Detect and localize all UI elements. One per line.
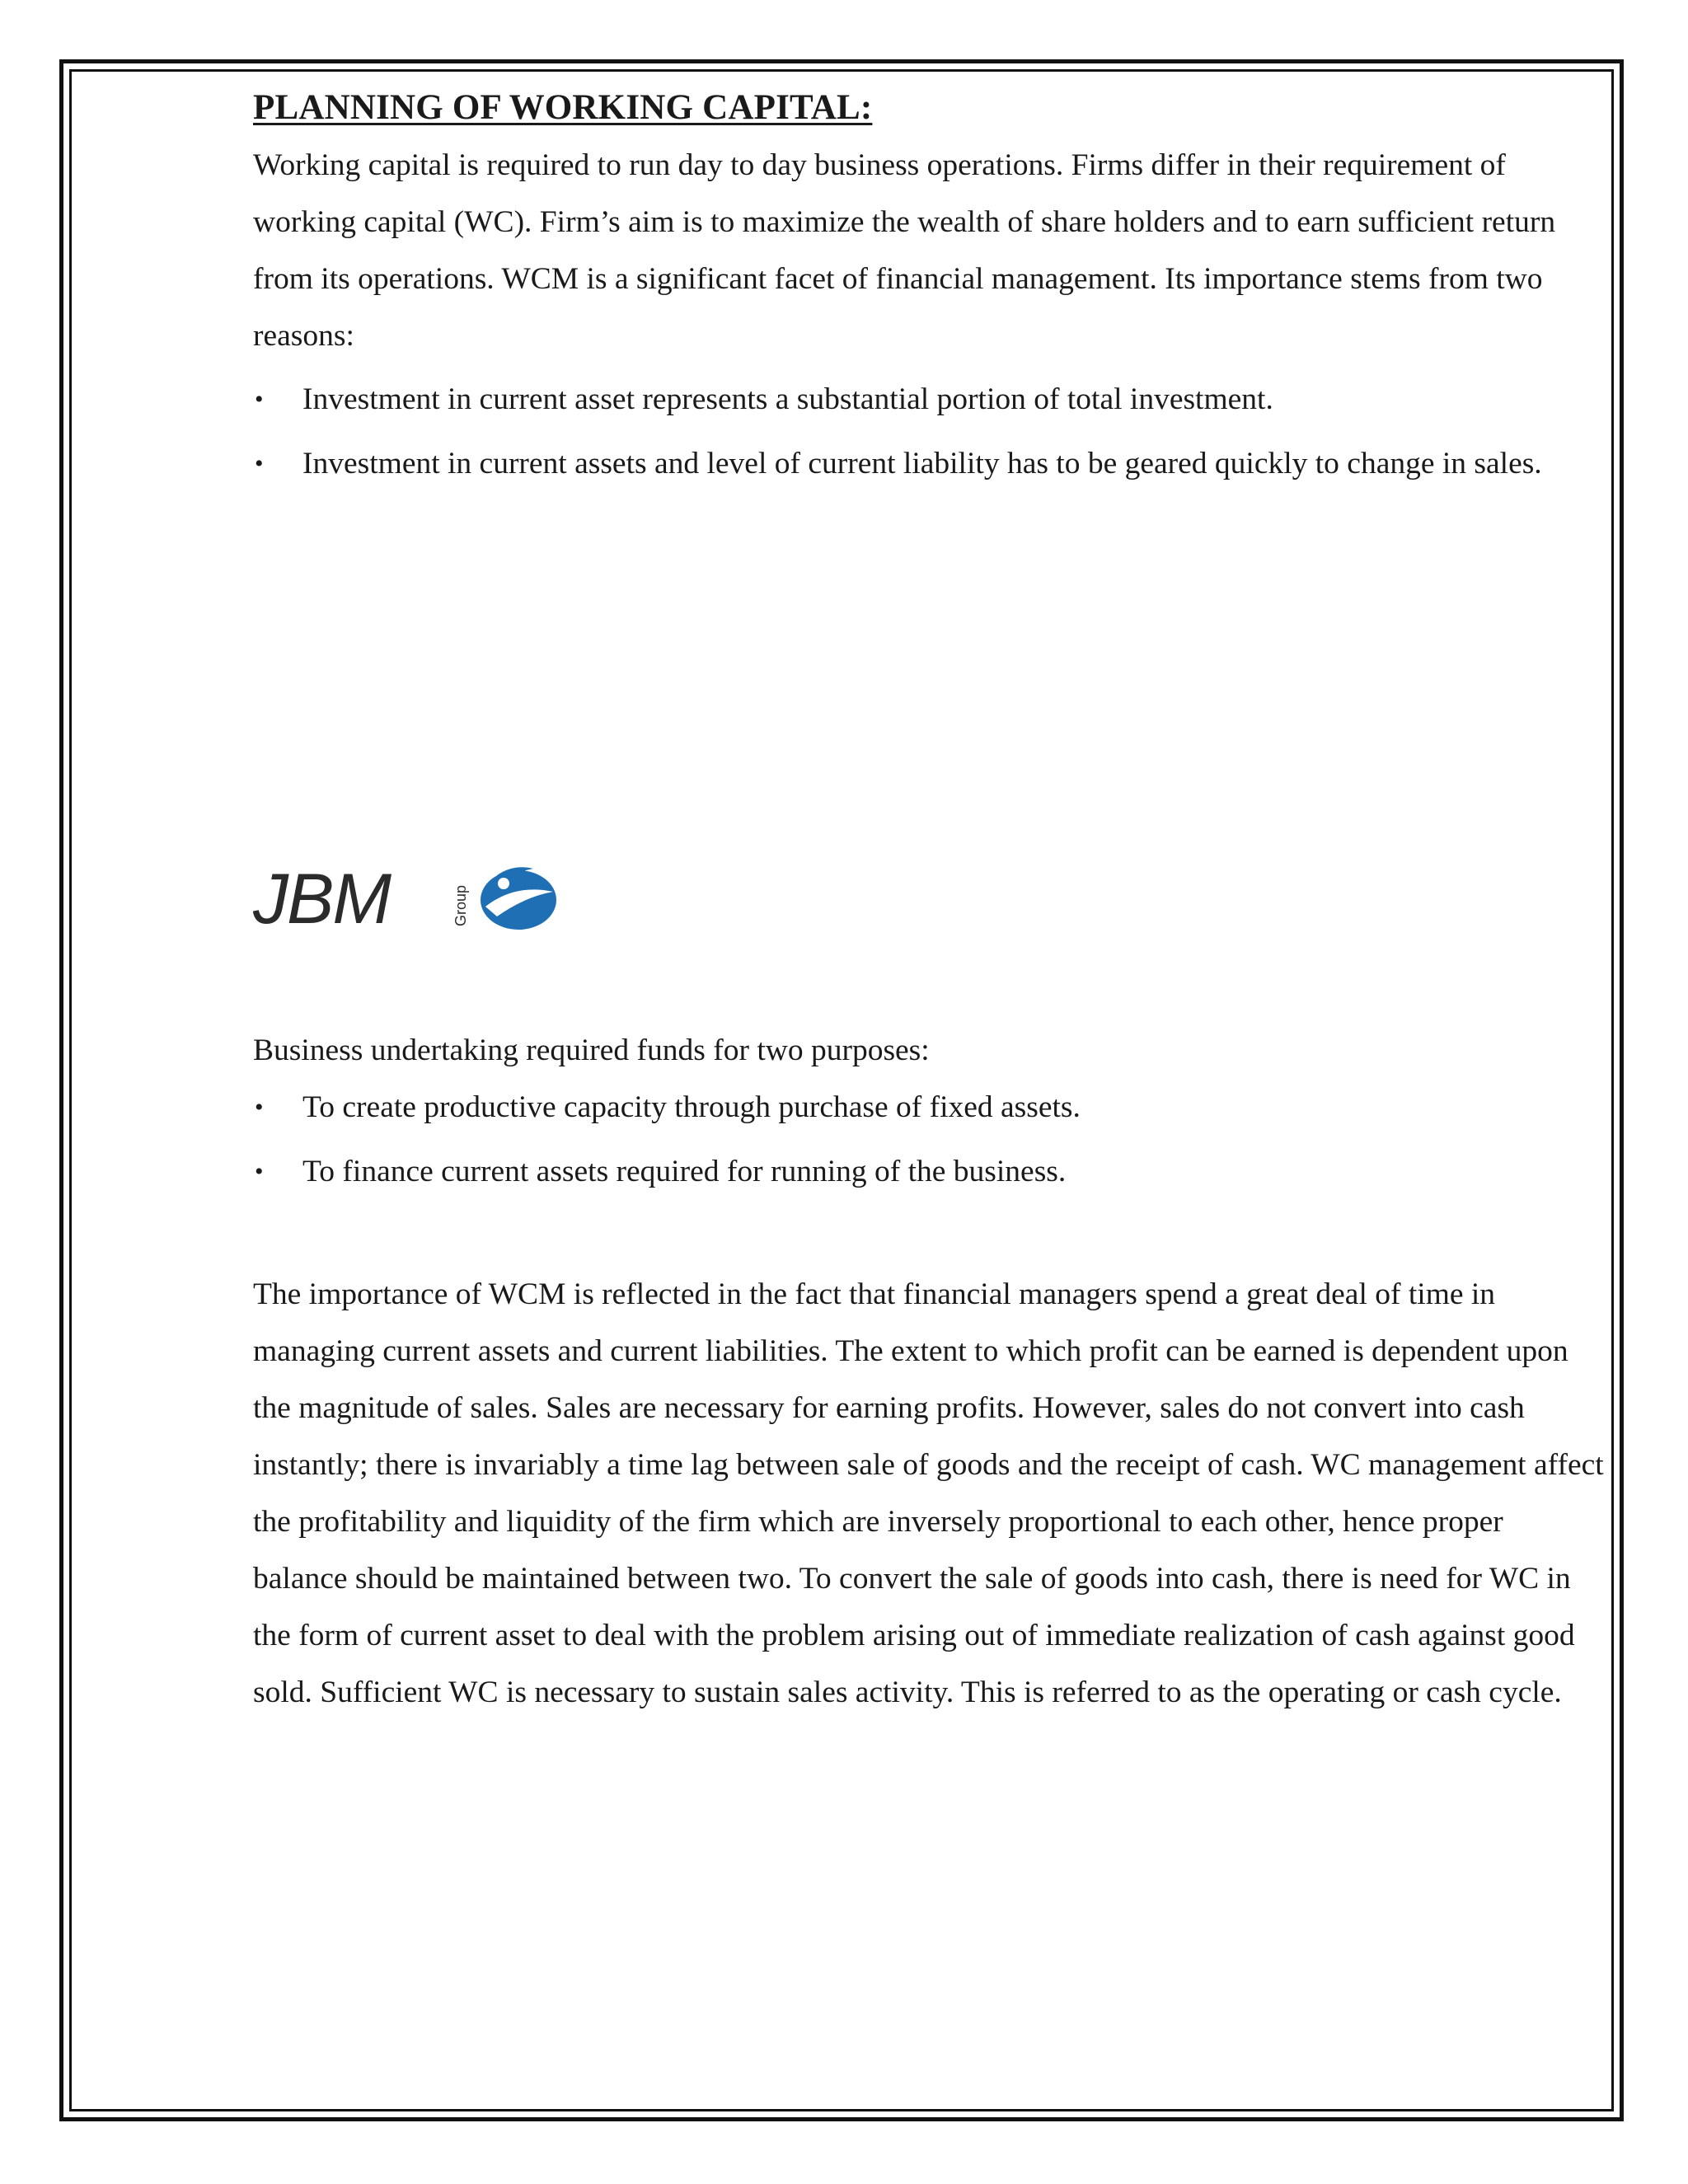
- list-item: [253, 435, 1605, 492]
- list-item-text: To create productive capacity through purchase of fixed assets.: [302, 1090, 1081, 1124]
- purposes-list: [253, 1079, 1605, 1200]
- reasons-list: [253, 371, 1605, 492]
- purposes-intro: Business undertaking required funds for two purposes:: [253, 1033, 930, 1067]
- bullet-icon: •: [255, 386, 264, 413]
- list-item: [253, 371, 1605, 428]
- section-intro: [253, 79, 1605, 492]
- bullet-icon: •: [255, 1158, 264, 1185]
- bullet-icon: •: [255, 450, 264, 477]
- list-item-text: To finance current assets required for running of the business.: [302, 1155, 1067, 1188]
- intro-paragraph: Working capital is required to run day to day business operations. Firms differ in their requirement of working capital (WC). Firm’s aim is to maximize the wealth of share holders and to earn sufficient return from its operations. WCM is a significant facet of financial management. Its importance stems from two reasons:: [253, 148, 1556, 353]
- section-closing: [253, 1266, 1605, 1721]
- bullet-icon: •: [255, 1094, 264, 1121]
- logo-globe-icon: [481, 867, 556, 930]
- closing-paragraph: The importance of WCM is reflected in the fact that financial managers spend a great deal of time in managing current assets and current liabilities. The extent to which profit can be earned is dependent upon the magnitude of sales. Sales are necessary for earning profits. However, sales do not convert into cash instantly; there is invariably a time lag between sale of goods and the receipt of cash. WC management affect the profitability and liquidity of the firm which are inversely proportional to each other, hence proper balance should be maintained between two. To convert the sale of goods into cash, there is need for WC in the form of current asset to deal with the problem arising out of immediate realization of cash against good sold. Sufficient WC is necessary to sustain sales activity. This is referred to as the operating or cash cycle.: [253, 1277, 1604, 1709]
- list-item-text: Investment in current asset represents a substantial portion of total investment.: [302, 382, 1273, 416]
- list-item: [253, 1143, 1605, 1200]
- list-item: [253, 1079, 1605, 1136]
- jbm-group-logo: [253, 859, 566, 938]
- section-purposes: [253, 1022, 1605, 1200]
- logo-wordmark: JBM: [253, 860, 390, 938]
- logo-subtext: Group: [452, 884, 469, 926]
- list-item-text: Investment in current assets and level of current liability has to be geared quickly to change in sales.: [302, 447, 1542, 480]
- page-title: PLANNING OF WORKING CAPITAL:: [253, 88, 873, 127]
